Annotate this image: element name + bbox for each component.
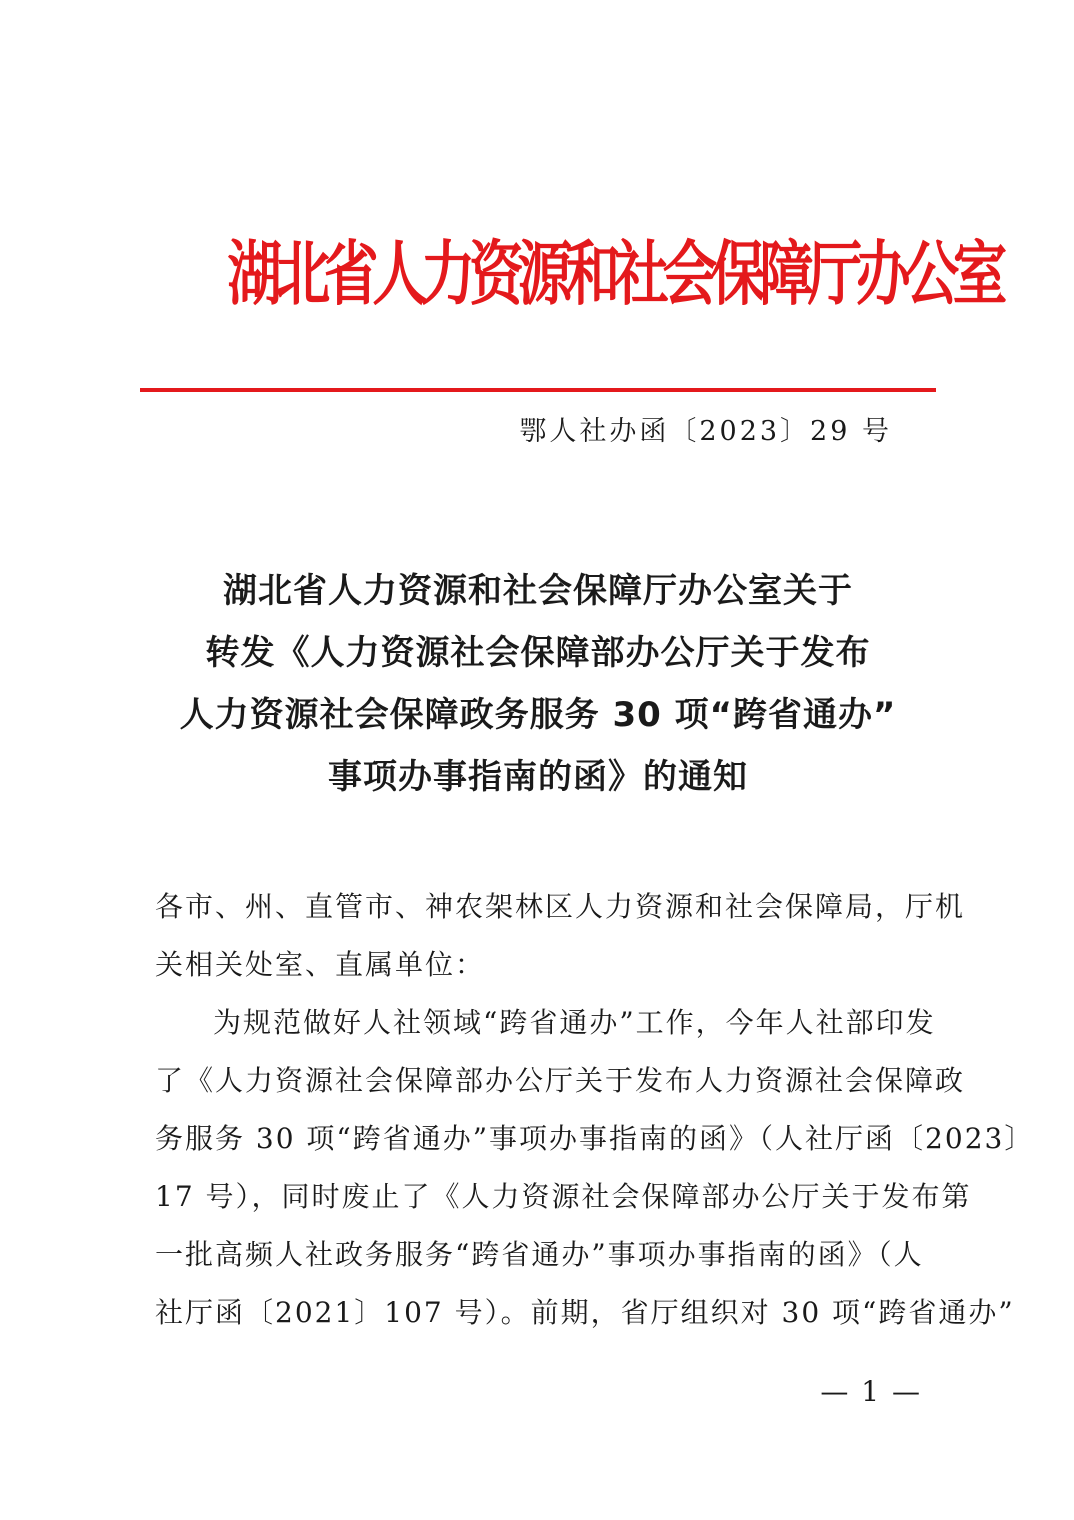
body-line: 社厅函〔2021〕107 号）。前期，省厅组织对 30 项“跨省通办” (155, 1296, 1015, 1329)
body-line: 务服务 30 项“跨省通办”事项办事指南的函》（人社厅函〔2023〕 (155, 1122, 1035, 1155)
title-line: 事项办事指南的函》的通知 (328, 757, 748, 797)
document-body (155, 878, 1035, 1342)
red-separator-line (140, 388, 936, 392)
body-line-addressee: 各市、州、直管市、神农架林区人力资源和社会保障局，厅机 (155, 890, 966, 923)
title-line: 人力资源社会保障政务服务 30 项“跨省通办” (179, 695, 897, 735)
document-number: 鄂人社办函〔2023〕29 号 (519, 416, 892, 447)
body-line: 一批高频人社政务服务“跨省通办”事项办事指南的函》（人 (155, 1238, 924, 1271)
title-line: 转发《人力资源社会保障部办公厅关于发布 (205, 633, 871, 673)
issuing-organization-header: 湖北省人力资源和社会保障厅办公室 (227, 233, 1002, 315)
body-line-paragraph-start: 为规范做好人社领域“跨省通办”工作，今年人社部印发 (213, 1006, 936, 1039)
page-number: — 1 — (820, 1375, 922, 1408)
title-line: 湖北省人力资源和社会保障厅办公室关于 (223, 571, 853, 611)
body-line: 17 号），同时废止了《人力资源社会保障部办公厅关于发布第 (155, 1180, 972, 1213)
body-line: 了《人力资源社会保障部办公厅关于发布人力资源社会保障政 (155, 1064, 966, 1097)
document-title (140, 560, 936, 808)
body-line-addressee: 关相关处室、直属单位： (155, 948, 486, 981)
